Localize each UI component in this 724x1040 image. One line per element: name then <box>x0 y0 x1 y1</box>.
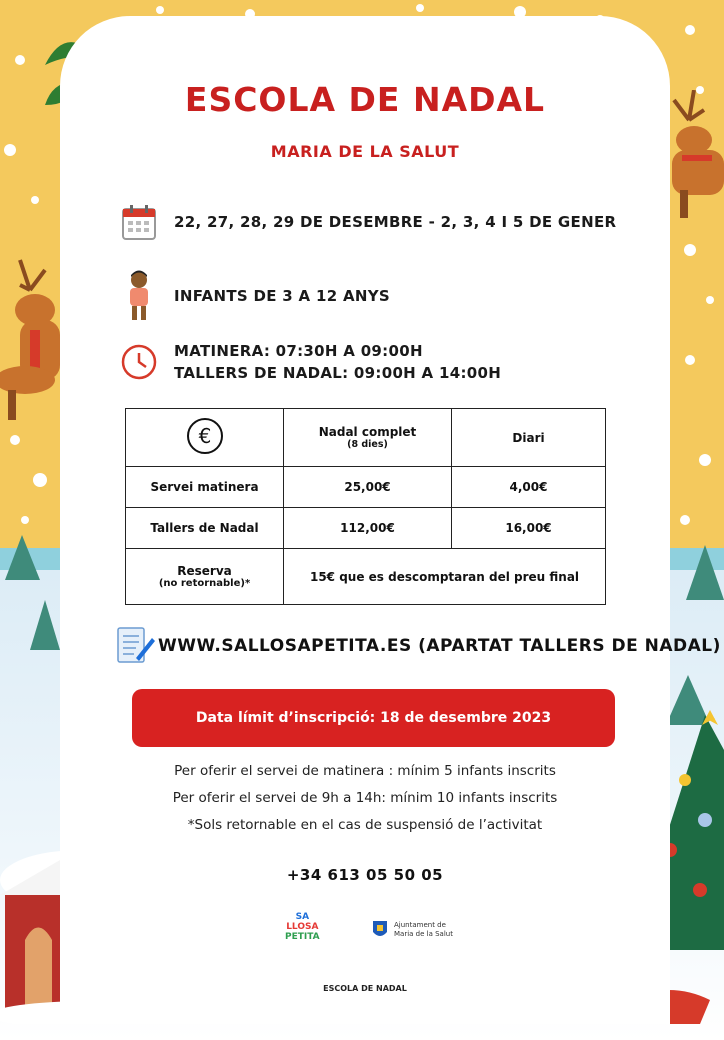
row-full-price: 112,00€ <box>284 508 452 549</box>
price-table <box>125 408 606 605</box>
col-full-header <box>284 409 452 467</box>
municipality-logo <box>372 920 453 940</box>
schedule-workshops: TALLERS DE NADAL: 09:00H A 14:00H <box>174 364 502 382</box>
municipality-line2: Maria de la Salut <box>394 930 453 938</box>
logo-word: SA <box>295 912 310 922</box>
coat-of-arms-icon <box>372 920 388 940</box>
phone-number[interactable]: +34 613 05 50 05 <box>286 866 444 884</box>
note-workshops: Per oferir el servei de 9h a 14h: mínim 10 infants inscrits <box>172 790 558 806</box>
reserve-text: 15€ que es descomptaran del preu final <box>284 549 606 605</box>
table-row <box>126 467 606 508</box>
sallosa-petita-logo <box>285 912 320 942</box>
row-daily-price: 4,00€ <box>452 467 606 508</box>
form-pen-icon <box>114 624 156 668</box>
reserve-label: Reserva <box>177 564 232 578</box>
clock-icon <box>120 342 158 382</box>
row-full-price: 25,00€ <box>284 467 452 508</box>
table-row <box>126 508 606 549</box>
pine-trees-left <box>0 530 60 680</box>
table-row <box>126 549 606 605</box>
row-daily-price: 16,00€ <box>452 508 606 549</box>
calendar-icon <box>120 202 158 242</box>
ages-text: INFANTS DE 3 A 12 ANYS <box>174 287 391 305</box>
svg-text:€: € <box>198 424 211 448</box>
col-full-label: Nadal complet <box>318 425 417 439</box>
schedule-morning: MATINERA: 07:30H A 09:00H <box>174 342 423 360</box>
reserve-label-cell <box>126 549 284 605</box>
dates-text: 22, 27, 28, 29 DE DESEMBRE - 2, 3, 4 I 5 DE GENER <box>174 213 617 231</box>
logo-word: LLOSA <box>286 922 319 932</box>
page-title: ESCOLA DE NADAL <box>184 80 546 119</box>
footer-text: ESCOLA DE NADAL <box>323 984 407 993</box>
row-label: Servei matinera <box>126 467 284 508</box>
col-daily-header: Diari <box>452 409 606 467</box>
euro-cell <box>126 409 284 467</box>
child-icon <box>120 270 158 322</box>
table-header-row <box>126 409 606 467</box>
note-morning: Per oferir el servei de matinera : mínim 5 infants inscrits <box>174 763 556 779</box>
reserve-note: (no retornable)* <box>158 578 251 589</box>
deadline-banner: Data límit d’inscripció: 18 de desembre 2023 <box>132 689 615 747</box>
municipality-line1: Ajuntament de <box>394 921 446 929</box>
website-row <box>114 624 721 668</box>
schedule-row <box>120 340 501 384</box>
euro-icon <box>185 416 225 456</box>
note-refund: *Sols retornable en el cas de suspensió de l’activitat <box>187 817 543 833</box>
row-label: Tallers de Nadal <box>126 508 284 549</box>
logo-word: PETITA <box>285 932 320 942</box>
dates-row <box>120 202 616 242</box>
col-full-note: (8 dies) <box>347 439 388 450</box>
website-link[interactable]: WWW.SALLOSAPETITA.ES (APARTAT TALLERS DE NADAL) <box>158 636 721 656</box>
page-subtitle: MARIA DE LA SALUT <box>270 142 460 161</box>
reindeer-right-illustration <box>664 90 724 220</box>
ages-row <box>120 270 390 322</box>
